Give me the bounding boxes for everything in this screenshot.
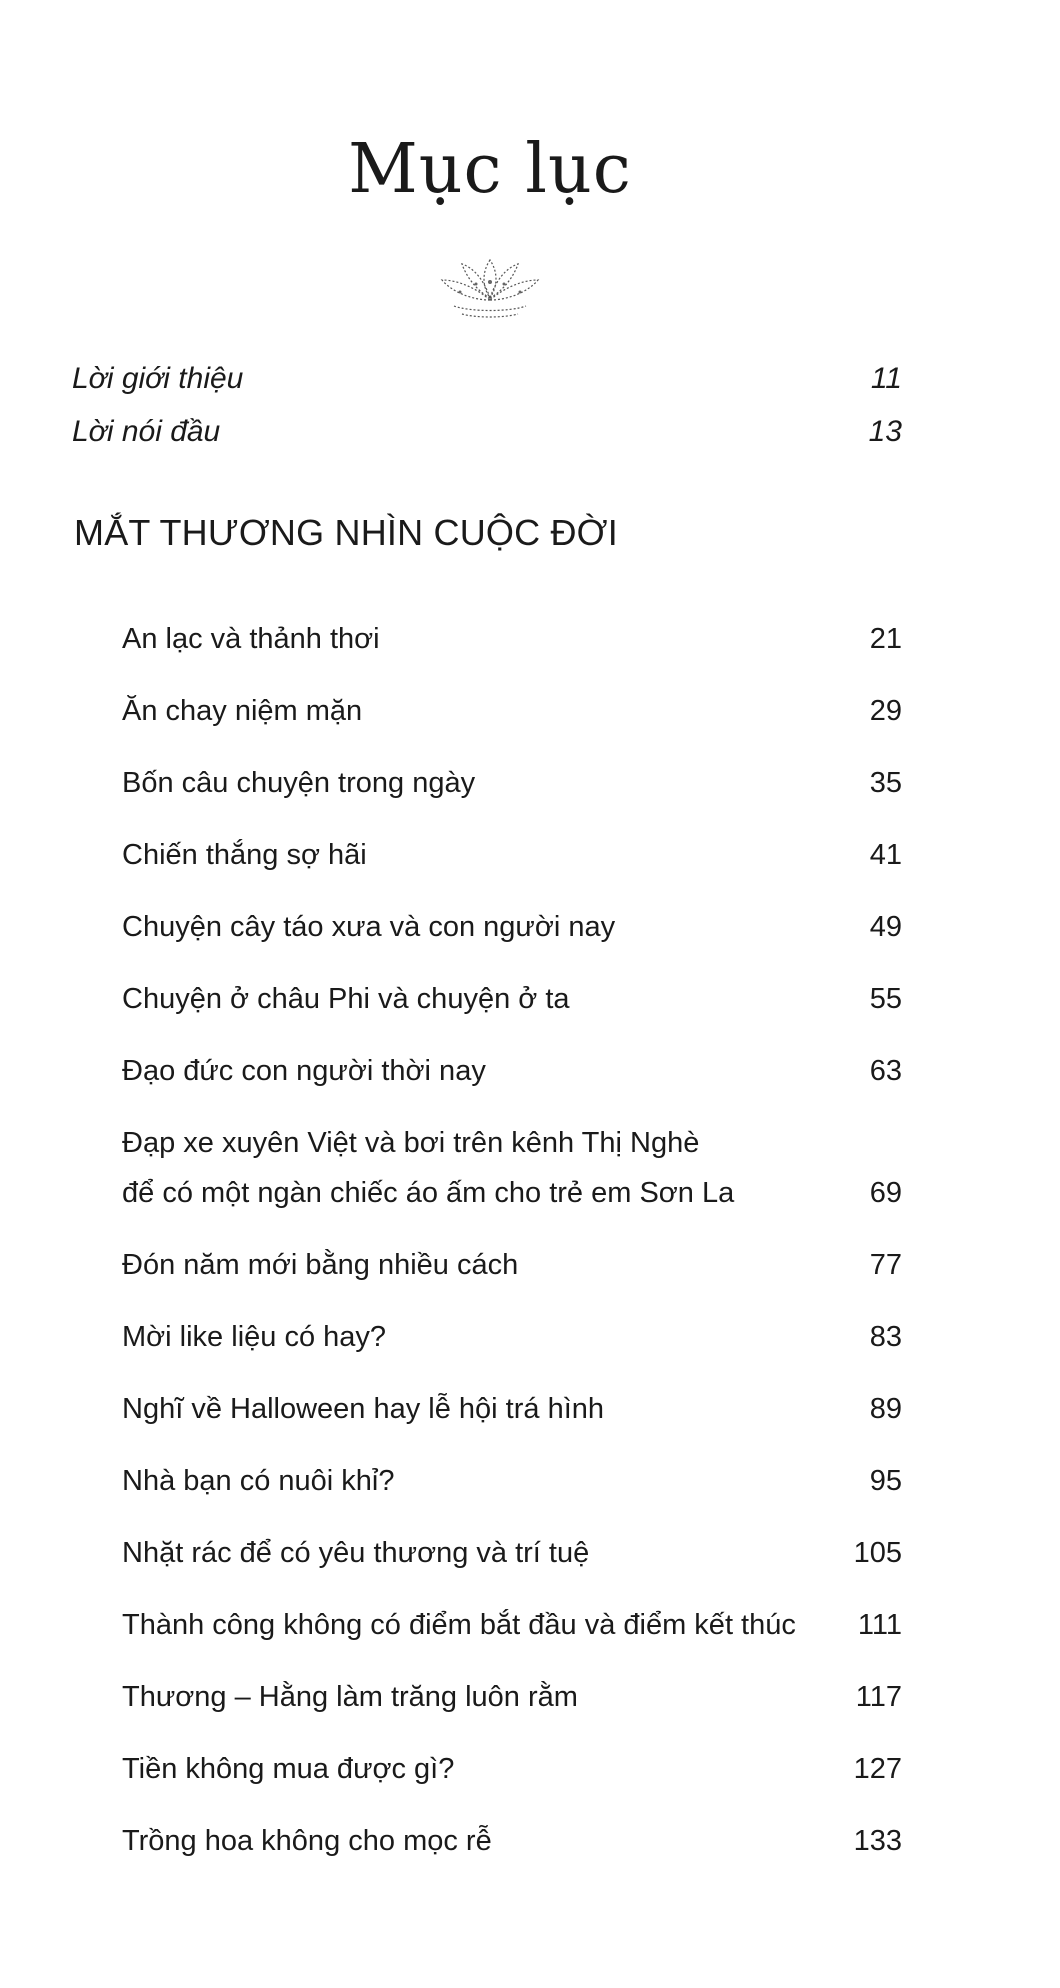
toc-entry-label: Chuyện ở châu Phi và chuyện ở ta — [122, 983, 570, 1015]
toc-entry-page: 21 — [869, 623, 902, 655]
toc-entry-page: 117 — [855, 1681, 902, 1713]
toc-entry[interactable] — [122, 606, 902, 678]
toc-entry[interactable] — [122, 1808, 902, 1880]
toc-entry-page: 83 — [869, 1321, 902, 1353]
toc-entry-label: Chuyện cây táo xưa và con người nay — [122, 911, 616, 943]
lotus-ornament-icon — [436, 252, 544, 320]
toc-entry-label — [122, 1118, 832, 1232]
toc-entry-label-line2: để có một ngàn chiếc áo ấm cho trẻ em Sơn La — [122, 1177, 735, 1209]
toc-entry-page: 63 — [869, 1055, 902, 1087]
toc-entry-page: 77 — [869, 1249, 902, 1281]
toc-entry-label: Đón năm mới bằng nhiều cách — [122, 1249, 519, 1281]
toc-entry-label: Thành công không có điểm bắt đầu và điểm kết thúc — [122, 1609, 796, 1641]
toc-entry-page: 35 — [869, 767, 902, 799]
toc-entry-page: 89 — [869, 1393, 902, 1425]
toc-entry-label: Thương – Hằng làm trăng luôn rằm — [122, 1681, 578, 1713]
toc-entry[interactable] — [122, 1664, 902, 1736]
toc-entry-page: 13 — [868, 415, 902, 448]
toc-entry-label-line1: Đạp xe xuyên Việt và bơi trên kênh Thị Nghè — [122, 1127, 700, 1159]
toc-entry-intro[interactable] — [72, 362, 902, 415]
toc-entry[interactable] — [122, 822, 902, 894]
toc-entry[interactable] — [122, 750, 902, 822]
front-matter-list — [72, 362, 902, 468]
toc-entry-label: Nhà bạn có nuôi khỉ? — [122, 1465, 395, 1497]
toc-entry-preface[interactable] — [72, 415, 902, 468]
section-title: MẮT THƯƠNG NHÌN CUỘC ĐỜI — [74, 512, 618, 553]
toc-entry-label: An lạc và thảnh thơi — [122, 623, 380, 655]
toc-entry[interactable] — [122, 1110, 902, 1232]
toc-entry-page: 105 — [853, 1537, 902, 1569]
toc-entry[interactable] — [122, 1448, 902, 1520]
toc-entry[interactable] — [122, 894, 902, 966]
toc-entry-page: 133 — [853, 1825, 902, 1857]
toc-entry[interactable] — [122, 1736, 902, 1808]
toc-entry-page: 95 — [869, 1465, 902, 1497]
toc-entry-label: Mời like liệu có hay? — [122, 1321, 387, 1353]
toc-entry[interactable] — [122, 1376, 902, 1448]
page-title: Mục lục — [348, 130, 632, 209]
toc-entry-label: Ăn chay niệm mặn — [122, 695, 363, 727]
toc-entry-label: Chiến thắng sợ hãi — [122, 839, 367, 871]
toc-entry[interactable] — [122, 1592, 902, 1664]
toc-entry-page: 127 — [853, 1753, 902, 1785]
toc-entry[interactable] — [122, 678, 902, 750]
toc-entry-label: Nghĩ về Halloween hay lễ hội trá hình — [122, 1393, 605, 1425]
toc-list — [122, 606, 902, 1880]
toc-entry-label: Lời giới thiệu — [72, 362, 244, 395]
toc-entry[interactable] — [122, 1232, 902, 1304]
toc-entry-page: 55 — [869, 983, 902, 1015]
toc-entry-label: Tiền không mua được gì? — [122, 1753, 455, 1785]
toc-entry-label: Lời nói đầu — [72, 415, 221, 448]
toc-entry[interactable] — [122, 1520, 902, 1592]
toc-entry-page: 49 — [869, 911, 902, 943]
toc-entry-label: Đạo đức con người thời nay — [122, 1055, 486, 1087]
toc-entry-page: 111 — [857, 1609, 902, 1641]
toc-entry-label: Bốn câu chuyện trong ngày — [122, 767, 476, 799]
toc-entry[interactable] — [122, 1038, 902, 1110]
toc-entry-page: 29 — [869, 695, 902, 727]
toc-entry-page: 11 — [870, 362, 902, 395]
toc-entry[interactable] — [122, 1304, 902, 1376]
toc-entry-page: 41 — [869, 839, 902, 871]
toc-entry-page: 69 — [869, 1177, 902, 1209]
toc-entry-label: Trồng hoa không cho mọc rễ — [122, 1825, 492, 1857]
toc-entry[interactable] — [122, 966, 902, 1038]
toc-entry-label: Nhặt rác để có yêu thương và trí tuệ — [122, 1537, 590, 1569]
